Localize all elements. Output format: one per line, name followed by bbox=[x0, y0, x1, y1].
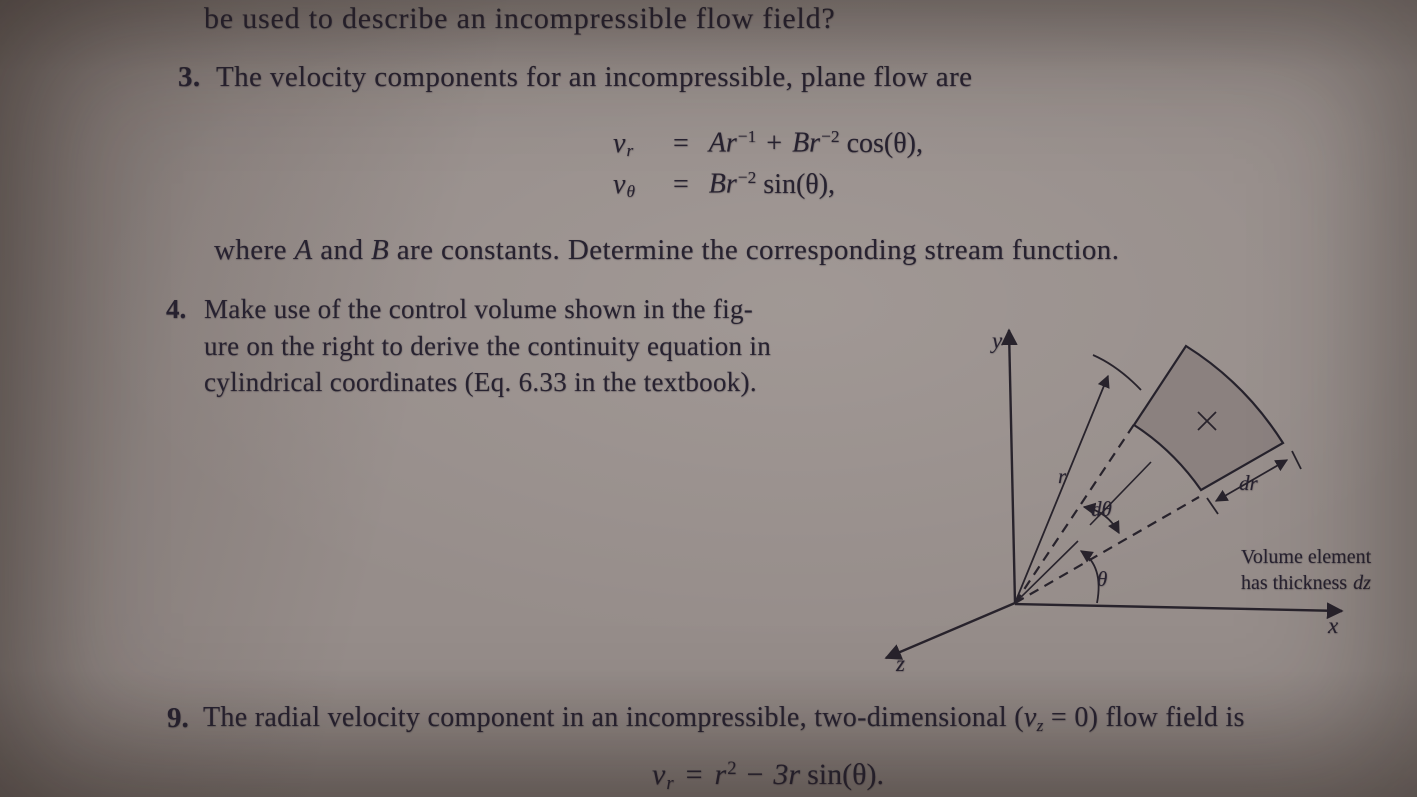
problem-3-number: 3. bbox=[178, 61, 201, 93]
vr-symbol: v bbox=[652, 758, 666, 792]
equation-vr: $v_r = Ar^{-1} + Br^{-2}$ cos(θ), bbox=[613, 127, 923, 161]
element-centerline-inner bbox=[1015, 541, 1078, 603]
vtheta-symbol: v bbox=[613, 168, 626, 200]
dr-tick-outer bbox=[1292, 451, 1301, 469]
r-label: r bbox=[1058, 464, 1067, 488]
constant-B: B bbox=[371, 234, 390, 266]
theta-arc bbox=[1081, 551, 1099, 603]
equals-sign: = bbox=[673, 127, 689, 159]
figure-caption-line1: Volume element bbox=[1241, 546, 1372, 568]
problem-4-line1: Make use of the control volume shown in the fig- bbox=[204, 294, 754, 324]
r-arrow bbox=[1015, 376, 1108, 603]
problem-9-text: The radial velocity component in an incompressible, two-dimensional $(v_z = 0)$ flow field is bbox=[203, 702, 1245, 735]
problem-9-number: 9. bbox=[167, 702, 189, 734]
z-axis bbox=[886, 603, 1015, 658]
dr-label: dr bbox=[1239, 471, 1258, 495]
problem-3-text: The velocity components for an incompressible, plane flow are bbox=[216, 61, 973, 93]
problem-3-footer: where A and B are constants. Determine the corresponding stream function. bbox=[214, 234, 1120, 266]
y-axis bbox=[1009, 330, 1015, 603]
upper-dashed-radius bbox=[1015, 423, 1135, 603]
equation-p9: $v_r = r^2 - 3r$ sin(θ). bbox=[652, 758, 884, 795]
volume-element bbox=[1134, 346, 1283, 490]
y-axis-label: y bbox=[992, 328, 1003, 353]
vr-symbol: v bbox=[613, 127, 626, 159]
problem-4-number: 4. bbox=[166, 294, 187, 324]
equation-vtheta: $v_\theta = Br^{-2}$ sin(θ), bbox=[613, 168, 836, 202]
x-axis-label: x bbox=[1328, 613, 1339, 638]
control-volume-figure bbox=[860, 300, 1417, 700]
problem-4-line2: ure on the right to derive the continuity equation in bbox=[204, 331, 772, 361]
r-end-arc-tick bbox=[1093, 355, 1141, 390]
intro-line: be used to describe an incompressible flow field? bbox=[204, 2, 836, 35]
x-axis bbox=[1015, 604, 1342, 611]
theta-label: θ bbox=[1097, 567, 1108, 591]
figure-caption-line2: has thickness dz bbox=[1241, 572, 1371, 594]
problem-4-line3: cylindrical coordinates (Eq. 6.33 in the textbook). bbox=[204, 367, 757, 397]
vz-symbol: v bbox=[1023, 702, 1037, 733]
dz-symbol: dz bbox=[1353, 572, 1371, 594]
dtheta-label: dθ bbox=[1091, 497, 1112, 521]
constant-A: A bbox=[294, 234, 313, 266]
equals-sign: = bbox=[673, 168, 689, 200]
z-axis-label: z bbox=[896, 651, 905, 676]
